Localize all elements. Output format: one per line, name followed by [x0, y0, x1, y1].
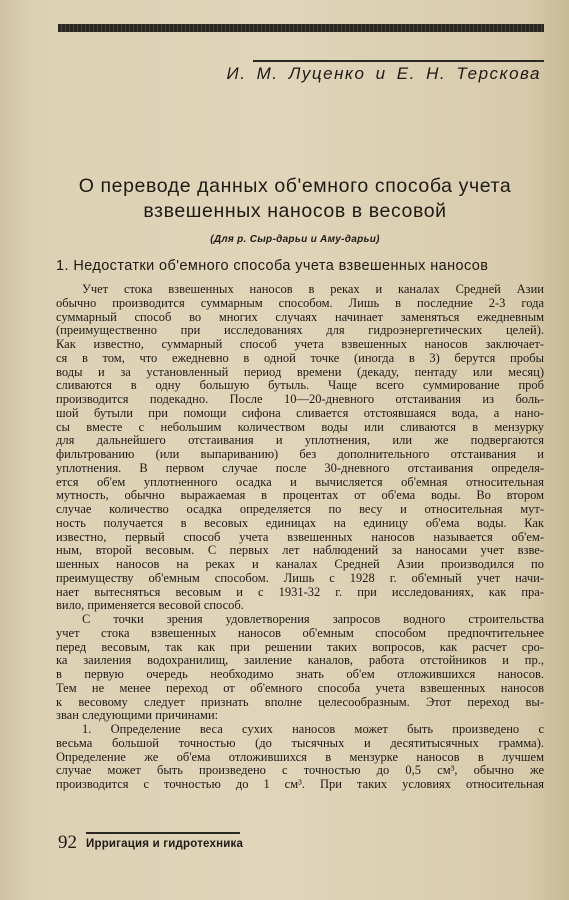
body-line: Тем не менее переход от об'емного способа учета взвешенных наносов	[56, 681, 544, 695]
article-title-line-1: О переводе данных об'емного способа учета	[78, 175, 512, 197]
body-line: ка заиления водохранилищ, заиление каналов, работа отстойников и пр.,	[56, 654, 544, 668]
body-line: для дальнейшего отстаивания и уплотнения, или же подвергаются	[56, 434, 544, 448]
body-line: нает вытесняться весовым и с 1931-32 г. при исследованиях, как пра-	[56, 585, 544, 599]
body-line: случае количество осадка определяется по весу и относительная мут-	[56, 503, 544, 516]
body-line: сливаются в одну большую бутыль. Чаще всего суммирование проб	[56, 379, 544, 393]
body-line: уплотнения. В первом случае после 30-дневного отстаивания определя-	[56, 461, 544, 475]
body-line: преимуществу об'емным способом. Лишь с 1928 г. об'емный учет начи-	[56, 571, 544, 585]
body-line: ется об'ем уплотненного осадка и вычисляется об'емная относительная	[56, 475, 544, 489]
page-number: 92	[58, 832, 77, 853]
body-line: случае может быть произведено с точностью до 0,5 см³, обычно же	[56, 764, 544, 778]
body-line: известно, первый способ учета взвешенных наносов называется об'ем-	[56, 530, 544, 544]
body-line: перед весовым, так как при решении таких вопросов, как расчет сро-	[56, 640, 544, 654]
body-line: ся в том, что ежедневно в одной точке (иногда в 3) берутся пробы	[56, 351, 544, 365]
body-line: сы вместе с небольшим количеством воды или сливаются в мензурку	[56, 420, 544, 434]
body-line: Учет стока взвешенных наносов в реках и каналах Средней Азии	[82, 283, 544, 296]
body-line: шенных наносов на реках и каналах Средней Азии производился по	[56, 558, 544, 571]
body-line: вило, применяется весовой способ.	[56, 599, 244, 613]
body-line: к весовому следует признать вполне целесообразным. Этот переход вы-	[56, 695, 544, 709]
article-title-line-2: взвешенных наносов в весовой	[143, 200, 447, 222]
body-line: производится с точностью до 1 см³. При таких условиях относительная	[56, 778, 544, 791]
body-line: С точки зрения удовлетворения запросов водного строительства	[82, 613, 544, 626]
body-line: весьма большой точностью (до тысячных и десятитысячных грамма).	[56, 736, 544, 750]
body-line: Как известно, суммарный способ учета взвешенных наносов заключает-	[56, 338, 544, 351]
body-line: воды и за установленный период времени (декаду, пентаду или месяц)	[56, 365, 544, 379]
body-line: учет стока взвешенных наносов об'емным способом предпочтительнее	[56, 626, 544, 640]
authors: И. М. Луценко и Е. Н. Терскова	[226, 64, 541, 83]
body-line: в первую очередь необходимо знать об'ем отложившихся наносов.	[56, 668, 544, 681]
journal-name: Ирригация и гидротехника	[86, 838, 244, 850]
footer-rule	[86, 832, 240, 834]
body-line: мутность, обычно выражаемая в процентах от об'ема воды. Во втором	[56, 489, 544, 503]
body-line: зван следующими причинами:	[56, 709, 219, 723]
body-line: производится подекадно. После 10—20-дневного отстаивания из боль-	[56, 393, 544, 406]
body-line: ность получается в весовых единицах на единицу об'ема воды. Как	[56, 516, 544, 530]
article-title	[40, 174, 550, 224]
body-line: обычно производится суммарным способом. Лишь в последние 2-3 года	[56, 296, 544, 310]
article-subtitle: (Для р. Сыр-дарьи и Аму-дарьи)	[210, 234, 380, 245]
body-line: 1. Определение веса сухих наносов может быть произведено с	[82, 723, 544, 736]
body-line: Определение же об'ема отложившихся в мензурке наносов в лучшем	[56, 750, 544, 764]
body-line: фильтрованию (или выпариванию) без дополнительного отстаивания и	[56, 448, 544, 461]
authors-rule	[253, 60, 544, 62]
body-text	[56, 283, 544, 792]
body-line: (преимущественно при исследованиях для гидроэнергетических целей).	[56, 324, 544, 338]
top-decorative-rule	[58, 24, 544, 32]
section-heading: 1. Недостатки об'емного способа учета взвешенных наносов	[56, 258, 489, 274]
body-line: суммарный способ во многих случаях начинает заменяться ежедневным	[56, 310, 544, 324]
body-line: ным, второй весовым. С первых лет наблюдений за наносами учет взве-	[56, 544, 544, 558]
body-line: шой бутыли при помощи сифона сливается отстоявшаяся вода, а нано-	[56, 406, 544, 420]
